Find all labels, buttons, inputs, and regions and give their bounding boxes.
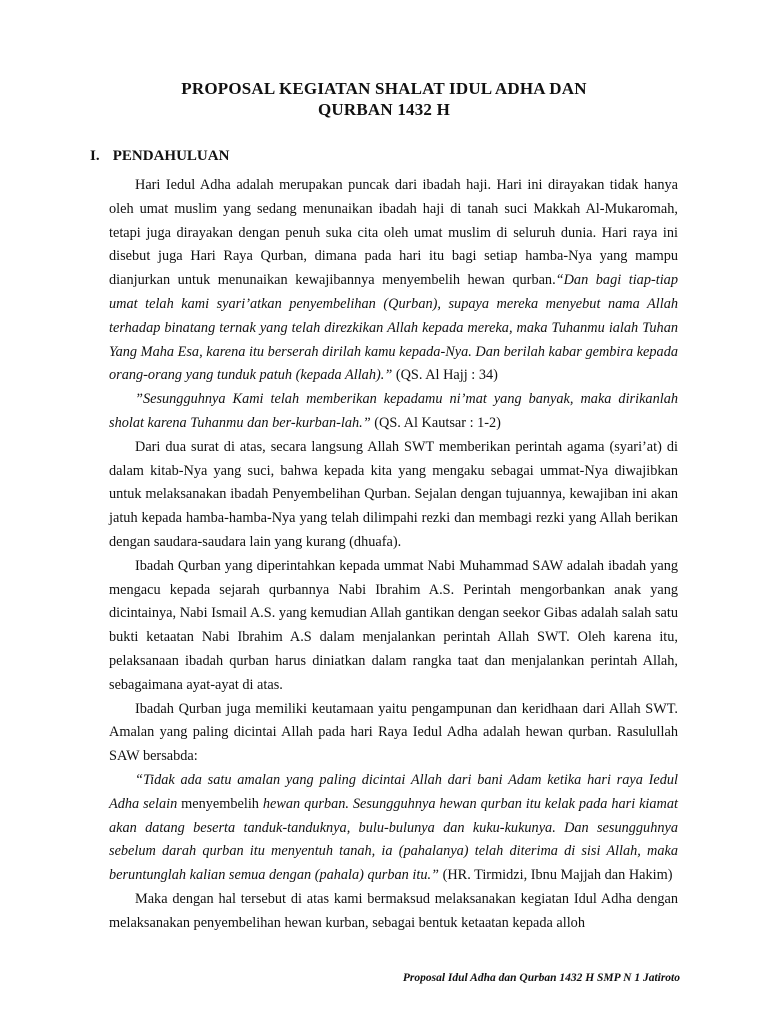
paragraph-6-quote-start: “Tidak ada satu amalan yang paling dicintai Allah dari bani Adam ketika hari raya Iedul Adha selain xyxy=(109,771,678,812)
section-number: I. xyxy=(90,148,100,164)
paragraph-1-text: Hari Iedul Adha adalah merupakan puncak dari ibadah haji. Hari ini dirayakan tidak hanya oleh umat muslim yang sedang menunaikan ibadah haji di tanah suci Makkah Al-Mukaromah, tetapi juga dirayakan dengan penuh suka cita oleh umat muslim di seluruh dunia. Hari raya ini disebut juga Hari Raya Qurban, dimana pada hari itu bagi setiap hamba-Nya yang mampu dianjurkan untuk menunaikan kewajibannya menyembelih hewan qurban. xyxy=(109,177,678,289)
paragraph-1-quote: “Dan bagi tiap-tiap umat telah kami syari’atkan penyembelihan (Qurban), supaya mereka menyebut nama Allah terhadap binatang ternak yang telah direzkikan Allah kepada mereka, maka Tuhanmu ialah Tuhan Yang Maha Esa, karena itu berserah dirilah kamu kepada-Nya. Dan berilah kabar gembira kepada orang-orang yang tunduk patuh (kepada Allah).” xyxy=(109,272,678,384)
paragraph-6-plain: menyembelih xyxy=(177,795,263,812)
paragraph-2 xyxy=(109,388,678,436)
paragraph-7: Maka dengan hal tersebut di atas kami bermaksud melaksanakan kegiatan Idul Adha dengan melaksanakan penyembelihan hewan kurban, sebagai bentuk ketaatan kepada alloh xyxy=(109,890,678,931)
section-title: PENDAHULUAN xyxy=(112,148,230,164)
title-line-2: QURBAN 1432 H xyxy=(318,100,450,119)
paragraph-6 xyxy=(109,769,678,888)
paragraph-4: Ibadah Qurban yang diperintahkan kepada ummat Nabi Muhammad SAW adalah ibadah yang mengacu kepada sejarah qurbannya Nabi Ibrahim A.S. Perintah mengorbankan anak yang dicintainya, Nabi Ismail A.S. yang kemudian Allah gantikan dengan seekor Gibas adalah salah satu bukti ketaatan Nabi Ibrahim A.S dalam menjalankan perintah Allah SWT. Oleh karena itu, pelaksanaan ibadah qurban harus diniatkan dalam rangka taat dan menjalankan perintah Allah, sebagaimana ayat-ayat di atas. xyxy=(109,557,678,693)
paragraph-2-quote: ”Sesungguhnya Kami telah memberikan kepadamu ni’mat yang banyak, maka dirikanlah sholat karena Tuhanmu dan ber-kurban-lah.” xyxy=(109,391,678,431)
title-line-1: PROPOSAL KEGIATAN SHALAT IDUL ADHA DAN xyxy=(181,79,587,98)
paragraph-6-reference: (HR. Tirmidzi, Ibnu Majjah dan Hakim) xyxy=(439,867,673,884)
paragraph-1-reference: (QS. Al Hajj : 34) xyxy=(392,367,498,384)
section-heading xyxy=(90,148,229,165)
paragraph-5: Ibadah Qurban juga memiliki keutamaan yaitu pengampunan dan keridhaan dari Allah SWT. Amalan yang paling dicintai Allah pada hari Raya Iedul Adha adalah hewan qurban. Rasulullah SAW bersabda: xyxy=(109,700,678,765)
paragraph-6-quote-end: hewan qurban. Sesungguhnya hewan qurban itu kelak pada hari kiamat akan datang beserta tanduk-tanduknya, bulu-bulunya dan kuku-kukunya. Dan sesungguhnya sebelum darah qurban itu menyentuh tanah, ia (pahalanya) telah diterima di sisi Allah, maka beruntunglah kalian semua dengan (pahala) qurban itu.” xyxy=(109,795,678,884)
page-footer: Proposal Idul Adha dan Qurban 1432 H SMP N 1 Jatiroto xyxy=(402,972,680,984)
paragraph-2-reference: (QS. Al Kautsar : 1-2) xyxy=(370,414,501,431)
paragraph-3: Dari dua surat di atas, secara langsung Allah SWT memberikan perintah agama (syari’at) di dalam kitab-Nya yang suci, bahwa kepada kita yang mengaku sebagai ummat-Nya diwajibkan untuk melaksanakan ibadah Penyembelihan Qurban. Sejalan dengan tujuannya, kewajiban ini akan jatuh kepada hamba-hamba-Nya yang telah dilimpahi rezki dan membagi rezki yang Allah berikan dengan saudara-saudara lain yang kurang (dhuafa). xyxy=(109,438,678,550)
document-body xyxy=(109,174,678,936)
document-title xyxy=(0,78,768,120)
paragraph-1 xyxy=(109,174,678,388)
